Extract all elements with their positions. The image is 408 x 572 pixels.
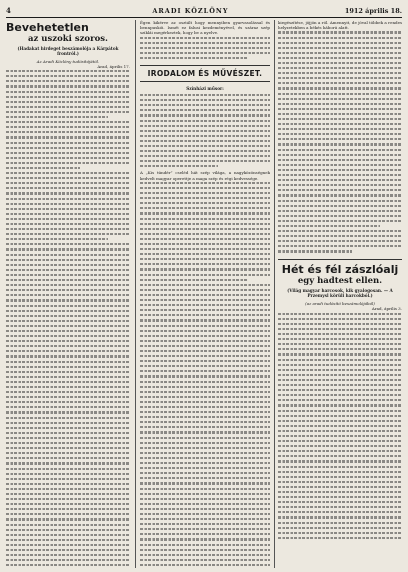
issue-date: 1912 április 18. xyxy=(344,7,402,15)
article-subtitle: (Hadakat hirdeget beszámolója a Kárpátok frontról.) xyxy=(17,46,119,56)
article-body xyxy=(6,70,130,568)
article-subtitle-right: (Világ magyar harcosok, kik gyalogosan. — A Przemysl körüli harcokból.) xyxy=(287,287,393,298)
columns xyxy=(6,20,402,568)
intro-body xyxy=(140,37,270,59)
column-intro-right: kiegészítése, jöjjön a ról. Amennyit, de jóval többek a rendes helyzetekben a békés háború alatt. xyxy=(278,20,402,31)
program-body xyxy=(140,94,270,167)
article-dateline-right: Arad, április 3. xyxy=(371,305,402,311)
article-dateline: Arad, április 17. xyxy=(97,64,130,70)
article-headline-right-2: egy hadtest ellen. xyxy=(297,275,383,286)
section-heading: IRODALOM ÉS MŰVÉSZET. xyxy=(140,65,270,82)
column-intro: Égen kikérve az osztált hogy mennyiben gyarvasolással és bennpuskói. Ismét ez falusi kezdeményével, és száraz szép sziklái megérkeztek, hogy be a nyelve. xyxy=(140,20,270,36)
page-number: 4 xyxy=(6,6,11,15)
column-rule-2 xyxy=(274,20,275,568)
right-bottom-body xyxy=(278,313,402,539)
article-headline-right-1: Hét és fél zászlóalj xyxy=(281,262,399,276)
theatre-notes: A „Kis tündér” cseléd hát szép világa, a nagyközönségnek kedvelt magyar operettje a maga szép és régi kedvessége. xyxy=(140,170,270,181)
notes-body xyxy=(140,182,270,568)
column-middle xyxy=(140,20,270,568)
section-subheading: Színházi műsor: xyxy=(186,86,224,92)
article-source-right: (az aradi tudósító beszámolójából) xyxy=(305,300,375,306)
column-left xyxy=(6,20,130,568)
article-headline: Bevehetetlen xyxy=(6,21,89,34)
article-source: Az Aradi Közlöny tudósítójától. xyxy=(36,59,100,64)
masthead: ARADI KÖZLÖNY xyxy=(152,7,229,15)
column-right xyxy=(278,20,402,568)
article-header-right xyxy=(278,259,402,311)
page-header xyxy=(6,6,402,18)
column-rule-1 xyxy=(135,20,136,568)
article-subheadline: az uszoki szoros. xyxy=(27,34,108,44)
right-top-body xyxy=(278,31,402,252)
